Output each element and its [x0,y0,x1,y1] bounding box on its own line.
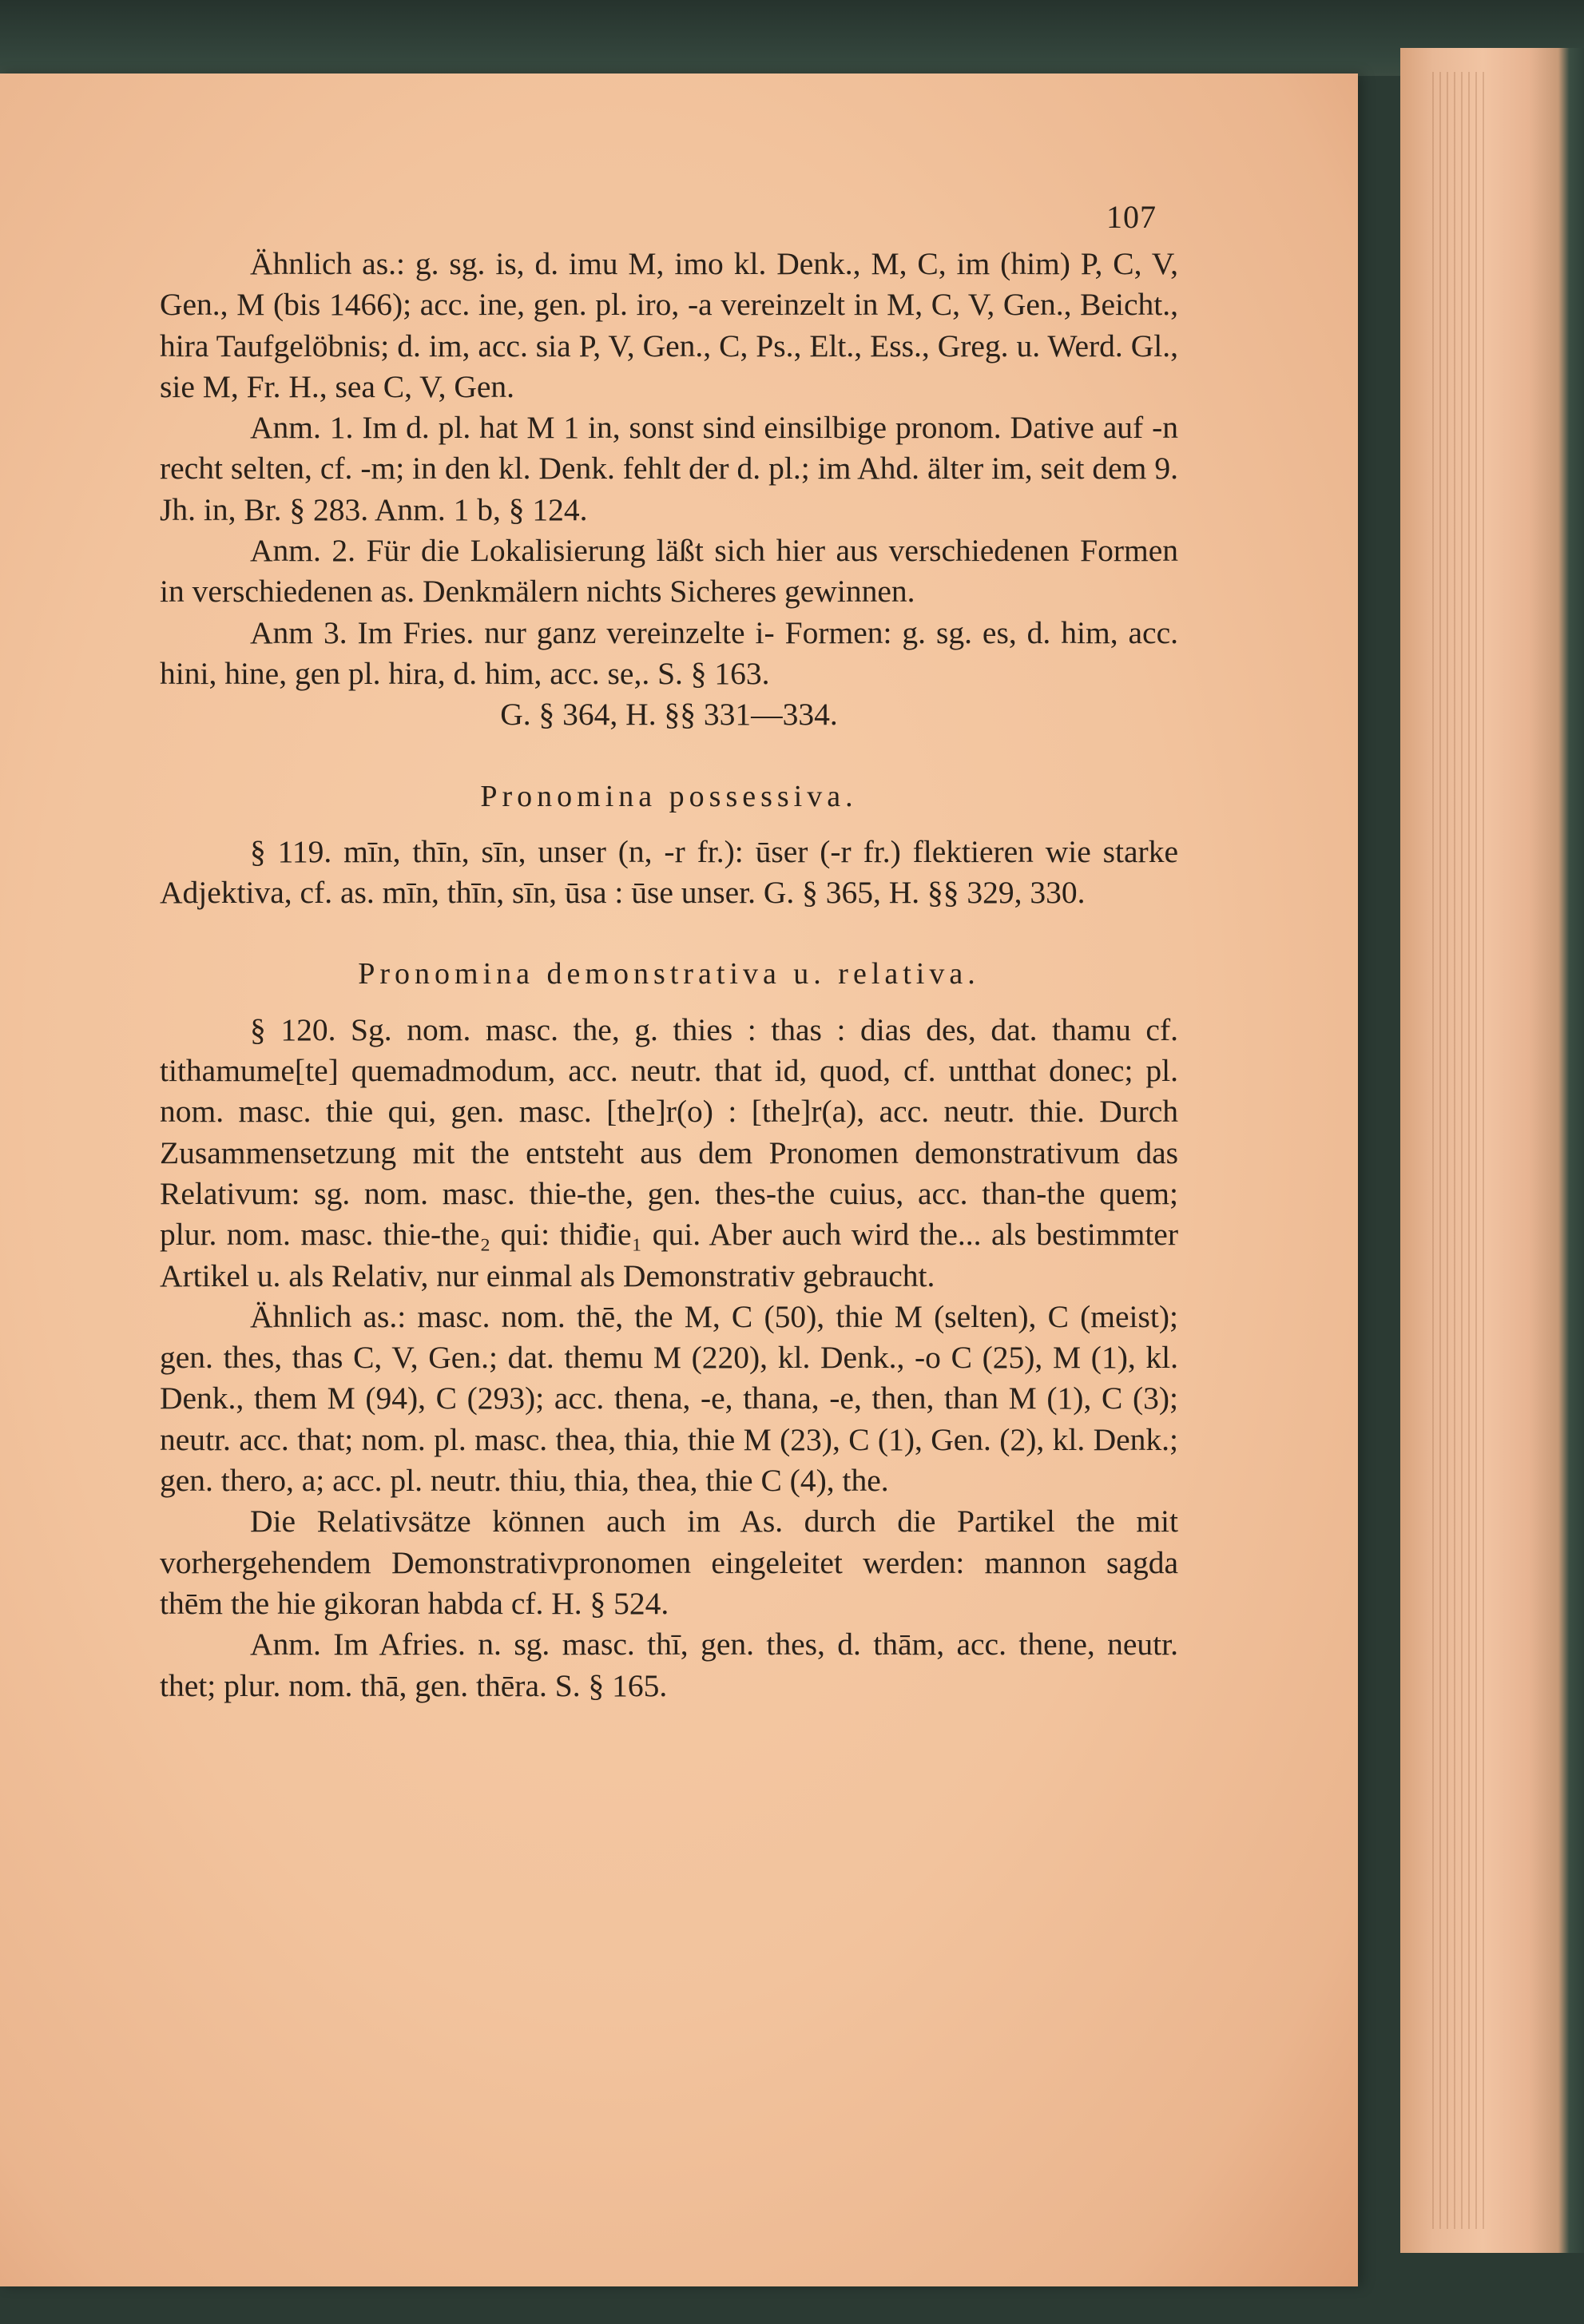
paragraph-relativsaetze: Die Relativsätze können auch im As. durch die Partikel the mit vorhergehendem Demonstrativpronomen eingeleitet werden: mannon sagda thēm the hie gikoran habda cf. H. § 524. [160,1504,1178,1621]
paragraph-ahnlich-masc: Ähnlich as.: masc. nom. thē, the M, C (50), thie M (selten), C (meist); gen. thes, thas C, V, Gen.; dat. themu M (220), kl. Denk., -o C (25), M (1), kl. Denk., them M (94), C (293); acc. thena, -e, thana, -e, then, than M (1), C (3); neutr. acc. that; nom. pl. masc. thea, thia, thie M (23), C (1), Gen. (2), kl. Denk.; gen. thero, a; acc. pl. neutr. thiu, thia, thea, thie C (4), the. [160,1298,1178,1499]
page-number: 107 [1106,199,1157,235]
paragraph-anm-3: Anm 3. Im Fries. nur ganz vereinzelte i- Formen: g. sg. es, d. him, acc. hini, hine, gen pl. hira, d. him, acc. se,. S. § 163. [160,614,1178,691]
page-edges [1400,48,1584,2253]
section-heading-demonstrativa: Pronomina demonstrativa u. relativa. [358,957,980,991]
paragraph-120: § 120. Sg. nom. masc. the, g. thies : thas : dias des, dat. thamu cf. tithamume[te] quemadmodum, acc. neutr. that id, quod, cf. untthat donec; pl. nom. masc. thie qui, gen. masc. [the]r(o) : [the]r(a), acc. neutr. thie. Durch Zusammensetzung mit the entsteht aus dem Pronomen demonstrativum das Relativum: sg. nom. masc. thie-the, gen. thes-the cuius, acc. than-the quem; plur. nom. masc. thie-the₂ qui: thiđie₁ qui. Aber auch wird the... als bestimmter Artikel u. als Relativ, nur einmal als Demonstrativ gebraucht. [160,1011,1178,1293]
section-heading-possessiva: Pronomina possessiva. [480,779,858,813]
paragraph-anm-afries: Anm. Im Afries. n. sg. masc. thī, gen. thes, d. thām, acc. thene, neutr. thet; plur. nom. thā, gen. thēra. S. § 165. [160,1627,1178,1703]
reference-line: G. § 364, H. §§ 331—334. [500,697,838,733]
book-spine-background [0,0,1584,76]
page-text [160,244,1178,1706]
paragraph-ahnlich-is: Ähnlich as.: g. sg. is, d. imu M, imo kl. Denk., M, C, im (him) P, C, V, Gen., M (bis 1466); acc. ine, gen. pl. iro, -a vereinzelt in M, C, V, Gen., Beicht., hira Taufgelöbnis; d. im, acc. sia P, V, Gen., C, Ps., Elt., Ess., Greg. u. Werd. Gl., sie M, Fr. H., sea C, V, Gen. [160,246,1178,404]
paragraph-anm-2: Anm. 2. Für die Lokalisierung läßt sich hier aus verschiedenen Formen in verschiedenen as. Denkmälern nichts Sicheres gewinnen. [160,533,1178,610]
page-edge-lines [1432,72,1488,2229]
paragraph-119: § 119. mīn, thīn, sīn, unser (n, -r fr.): ūser (-r fr.) flektieren wie starke Adjektiva, cf. as. mīn, thīn, sīn, ūsa : ūse unser. G. § 365, H. §§ 329, 330. [160,833,1178,911]
paragraph-anm-1: Anm. 1. Im d. pl. hat M 1 in, sonst sind einsilbige pronom. Dative auf -n recht selten, cf. -m; in den kl. Denk. fehlt der d. pl.; im Ahd. älter im, seit dem 9. Jh. in, Br. § 283. Anm. 1 b, § 124. [160,410,1178,527]
